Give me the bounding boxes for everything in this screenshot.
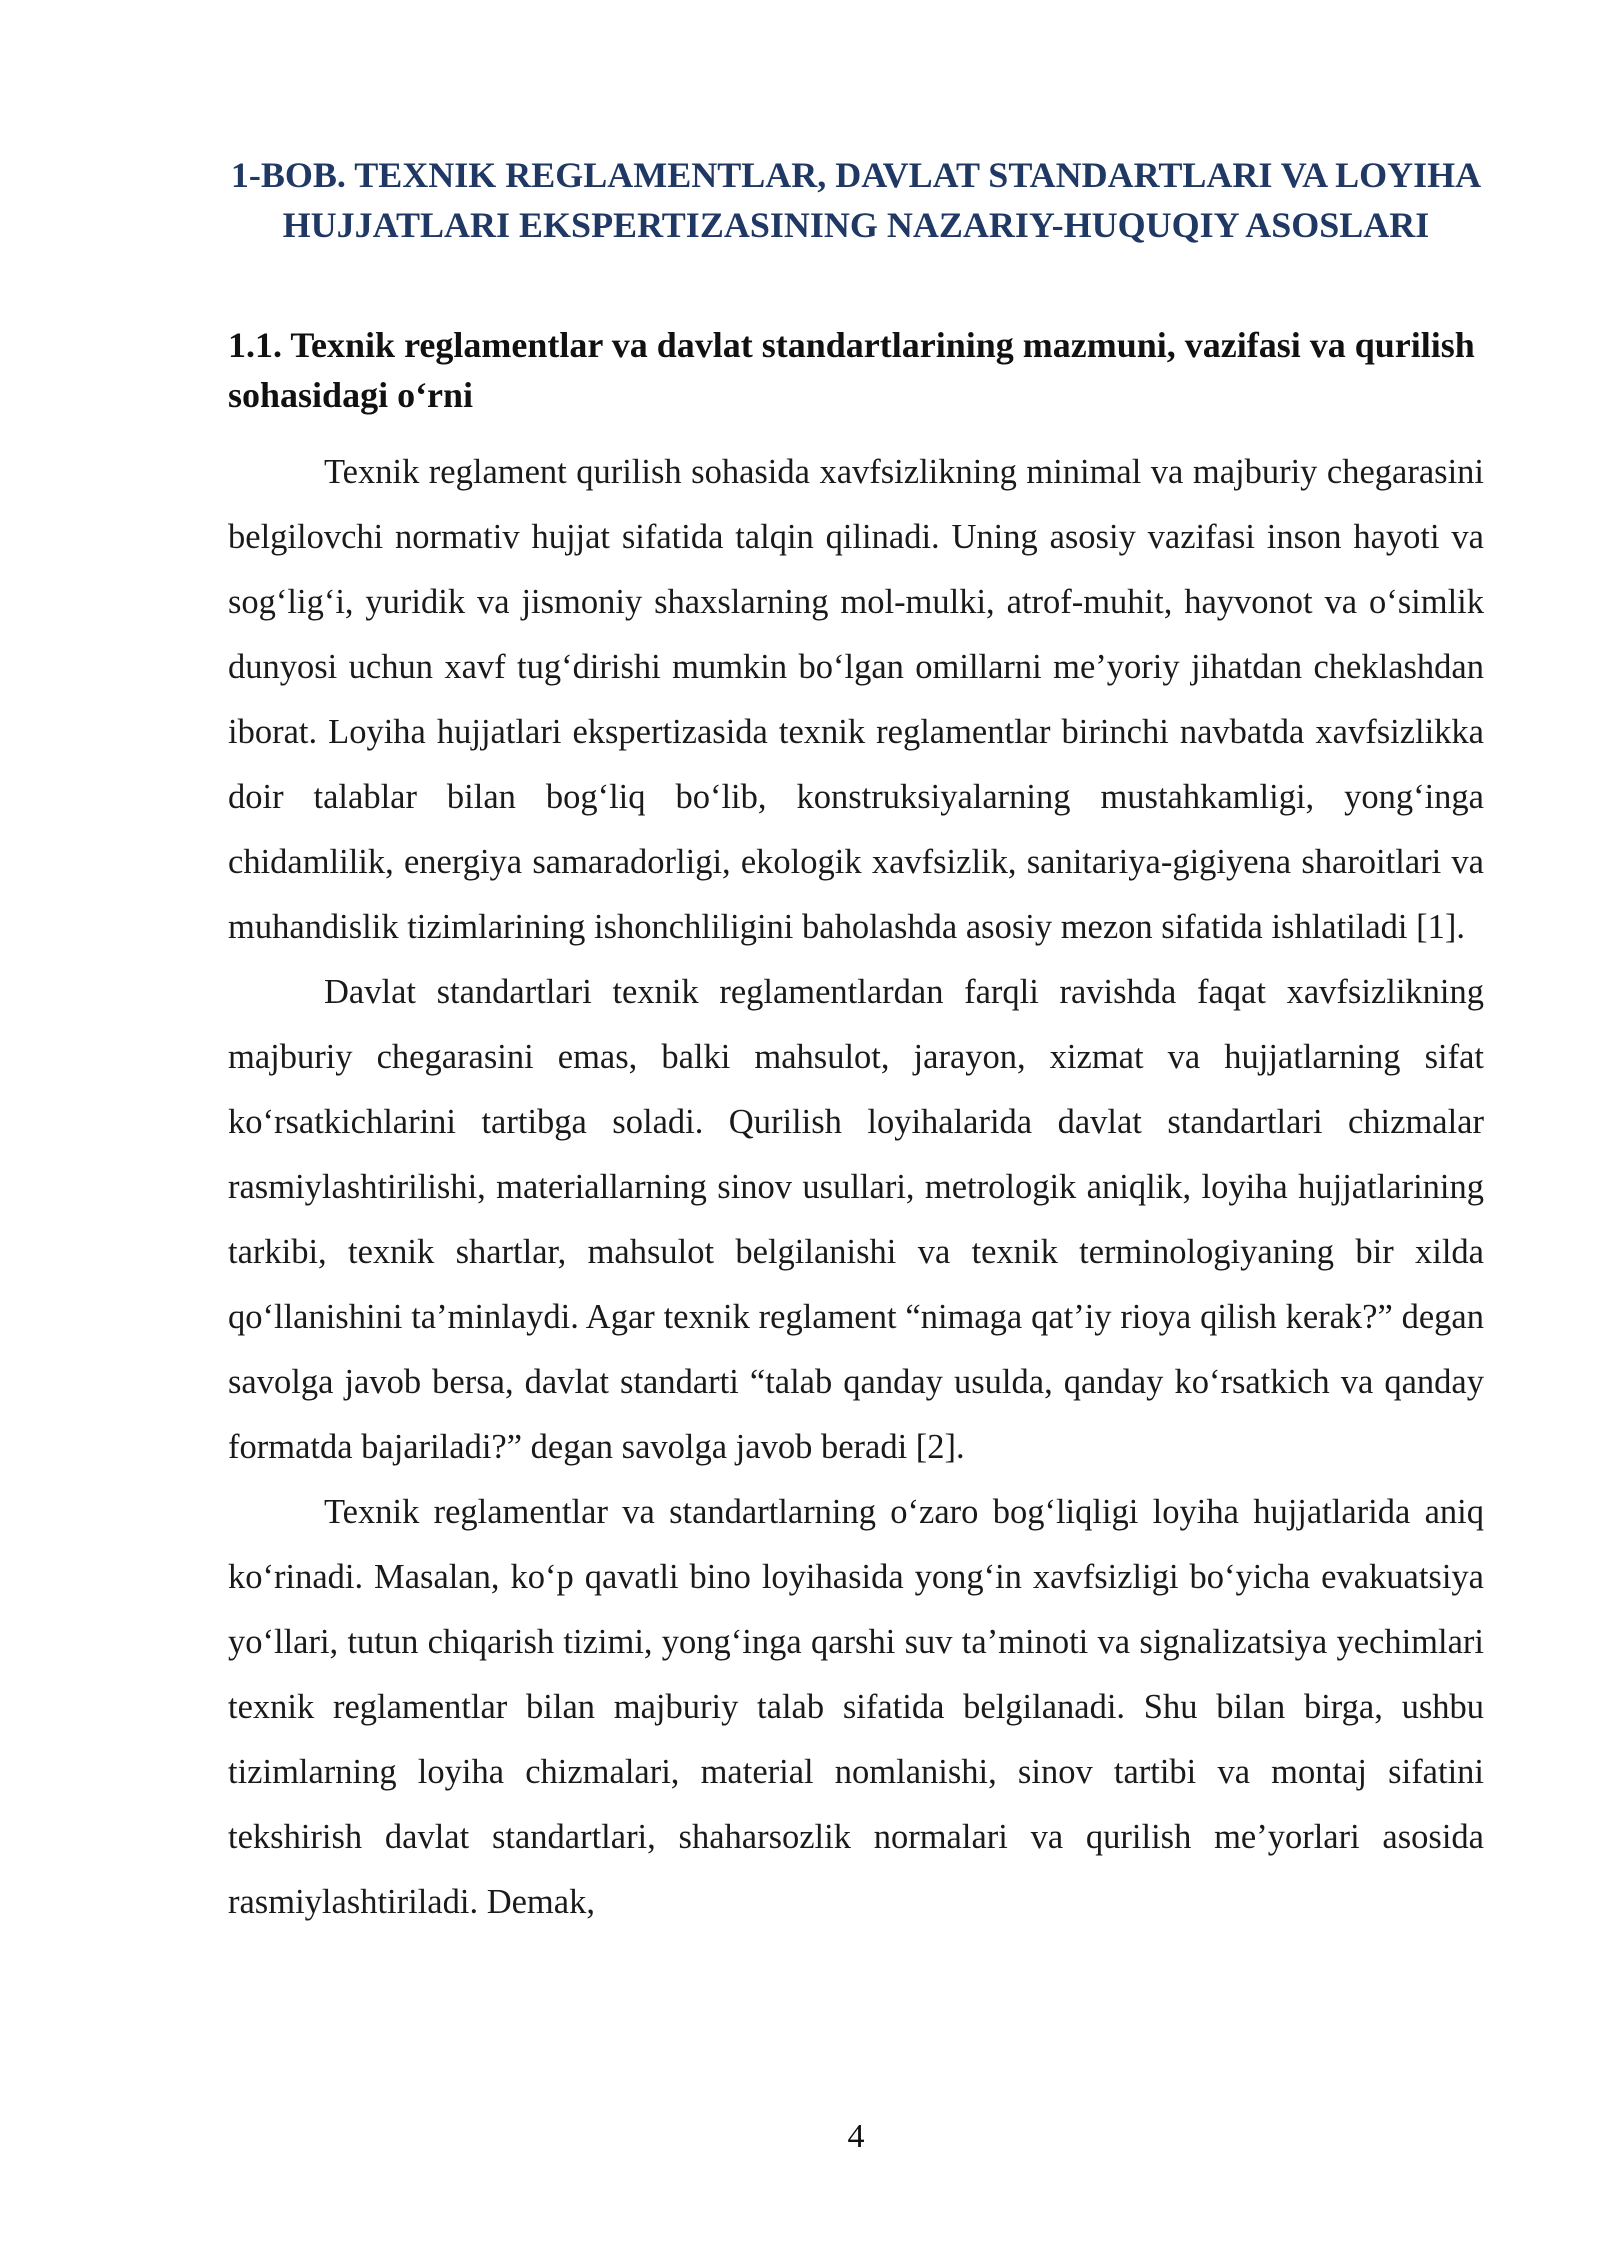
page-number: 4 [847,2118,865,2155]
paragraph: Texnik reglament qurilish sohasida xavfsizlikning minimal va majburiy chegarasini belgilovchi normativ hujjat sifatida talqin qilinadi. Uning asosiy vazifasi inson hayoti va sog‘lig‘i, yuridik va jismoniy shaxslarning mol-mulki, atrof-muhit, hayvonot va o‘simlik dunyosi uchun xavf tug‘dirishi mumkin bo‘lgan omillarni me’yoriy jihatdan cheklashdan iborat. Loyiha hujjatlari ekspertizasida texnik reglamentlar birinchi navbatda xavfsizlikka doir talablar bilan bog‘liq bo‘lib, konstruksiyalarning mustahkamligi, yong‘inga chidamlilik, energiya samaradorligi, ekologik xavfsizlik, sanitariya-gigiyena sharoitlari va muhandislik tizimlarining ishonchliligini baholashda asosiy mezon sifatida ishlatiladi [1]. [228,453,1484,946]
section-title: 1.1. Texnik reglamentlar va davlat standartlarining mazmuni, vazifasi va qurilish sohasidagi o‘rni [228,325,1475,415]
chapter-title: 1-BOB. TEXNIK REGLAMENTLAR, DAVLAT STANDARTLARI VA LOYIHA HUJJATLARI EKSPERTIZASINING NAZARIY-HUQUQIY ASOSLARI [230,155,1482,245]
paragraph: Davlat standartlari texnik reglamentlardan farqli ravishda faqat xavfsizlikning majburiy chegarasini emas, balki mahsulot, jarayon, xizmat va hujjatlarning sifat ko‘rsatkichlarini tartibga soladi. Qurilish loyihalarida davlat standartlari chizmalar rasmiylashtirilishi, materiallarning sinov usullari, metrologik aniqlik, loyiha hujjatlarining tarkibi, texnik shartlar, mahsulot belgilanishi va texnik terminologiyaning bir xilda qo‘llanishini ta’minlaydi. Agar texnik reglament “nimaga qat’iy rioya qilish kerak?” degan savolga javob bersa, davlat standarti “talab qanday usulda, qanday ko‘rsatkich va qanday formatda bajariladi?” degan savolga javob beradi [2]. [228,973,1484,1466]
body-text [228,440,1484,1935]
paragraph: Texnik reglamentlar va standartlarning o‘zaro bog‘liqligi loyiha hujjatlarida aniq ko‘rinadi. Masalan, ko‘p qavatli bino loyihasida yong‘in xavfsizligi bo‘yicha evakuatsiya yo‘llari, tutun chiqarish tizimi, yong‘inga qarshi suv ta’minoti va signalizatsiya yechimlari texnik reglamentlar bilan majburiy talab sifatida belgilanadi. Shu bilan birga, ushbu tizimlarning loyiha chizmalari, material nomlanishi, sinov tartibi va montaj sifatini tekshirish davlat standartlari, shaharsozlik normalari va qurilish me’yorlari asosida rasmiylashtiriladi. Demak, [228,1493,1484,1921]
